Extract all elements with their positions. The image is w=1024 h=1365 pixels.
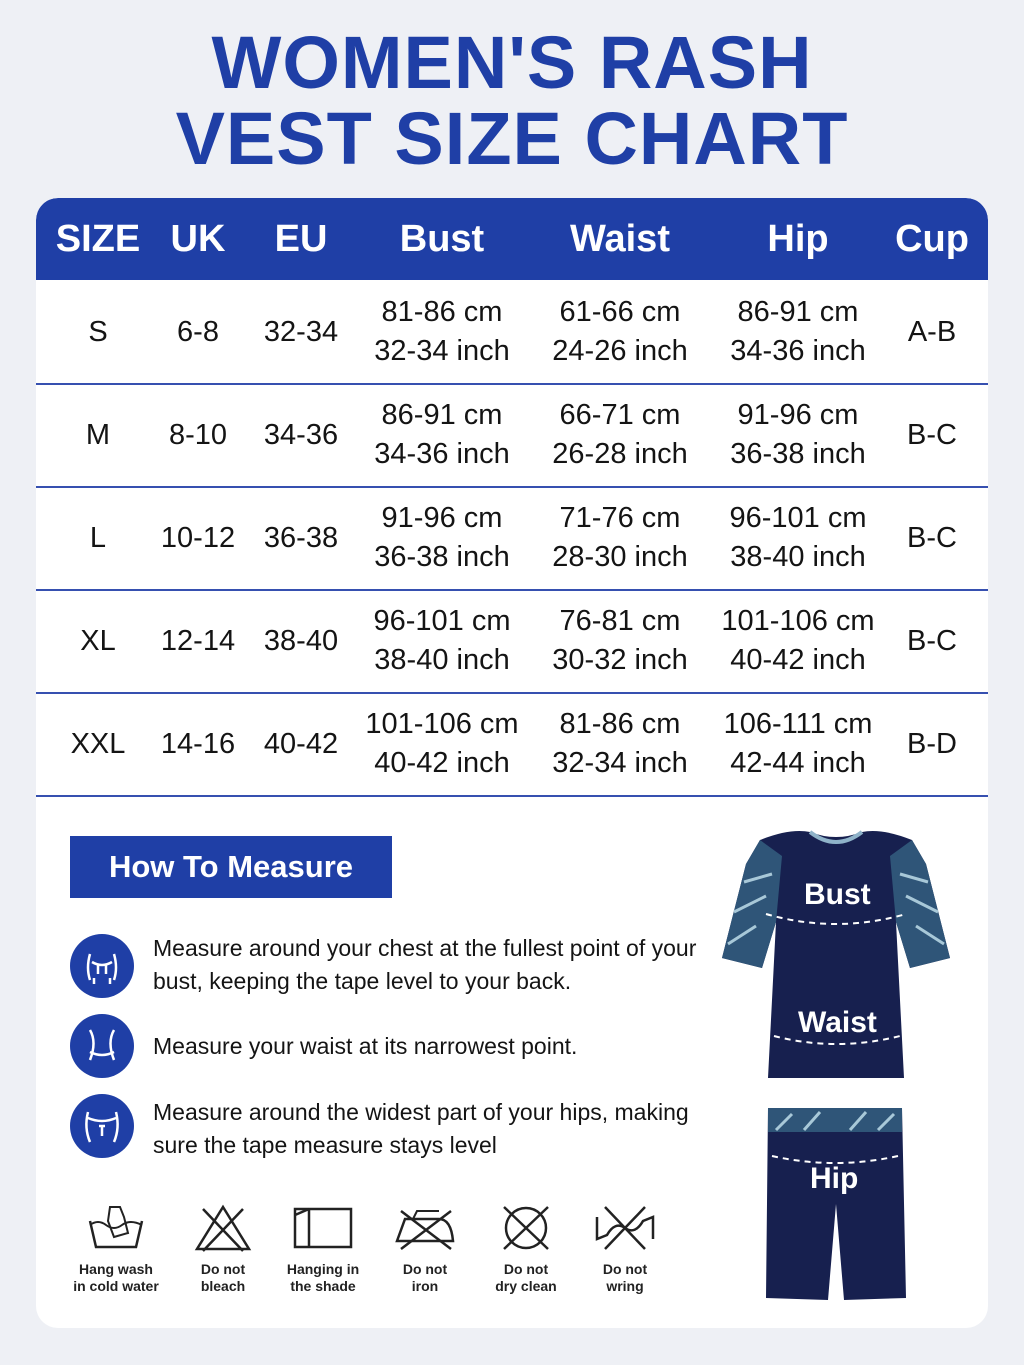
cell-bust — [356, 590, 528, 692]
care-item-no-bleach — [173, 1203, 273, 1295]
cell-cup: A-B — [907, 315, 957, 348]
hip-inch: 40-42 inch — [730, 644, 866, 676]
waist-inch: 24-26 inch — [552, 335, 688, 367]
waist-cm: 61-66 cm — [559, 296, 681, 328]
waist-inch: 28-30 inch — [552, 541, 688, 573]
cell-uk: 10-12 — [160, 521, 236, 554]
cell-waist — [528, 693, 712, 795]
tip-hip: Measure around the widest part of your hips, making sure the tape measure stays level — [153, 1099, 689, 1158]
hip-measure-icon — [70, 1094, 134, 1158]
cell-waist — [528, 384, 712, 486]
cell-bust — [356, 487, 528, 589]
cell-cup: B-C — [907, 418, 957, 451]
bust-cm: 81-86 cm — [381, 296, 503, 328]
cell-uk: 12-14 — [160, 624, 236, 657]
no-bleach-icon — [191, 1203, 255, 1253]
care-label: Do not iron — [402, 1261, 448, 1294]
header-size: SIZE — [55, 218, 141, 260]
waist-inch: 32-34 inch — [552, 747, 688, 779]
waist-label: Waist — [798, 1006, 877, 1039]
bust-inch: 40-42 inch — [374, 747, 510, 779]
cell-eu: 32-34 — [263, 315, 339, 348]
hip-cm: 86-91 cm — [737, 296, 859, 328]
cell-bust — [356, 281, 528, 383]
care-item-hand-wash — [66, 1203, 166, 1295]
table-row — [36, 693, 988, 797]
how-to-measure-heading: How To Measure — [70, 836, 392, 898]
care-label: Do not dry clean — [495, 1261, 557, 1294]
cell-hip — [712, 487, 884, 589]
cell-hip — [712, 281, 884, 383]
care-item-dry-in-shade — [273, 1203, 373, 1295]
hand-wash-icon — [84, 1203, 148, 1253]
cell-size: L — [89, 521, 107, 554]
header-eu: EU — [274, 218, 328, 260]
care-item-no-wring — [575, 1203, 675, 1295]
hip-inch: 36-38 inch — [730, 438, 866, 470]
waist-inch: 30-32 inch — [552, 644, 688, 676]
header-cup: Cup — [895, 218, 969, 260]
rash-vest-illustration — [720, 826, 952, 1081]
table-header — [36, 198, 988, 280]
waist-inch: 26-28 inch — [552, 438, 688, 470]
tip-bust: Measure around your chest at the fullest point of your bust, keeping the tape level to your back. — [153, 935, 697, 994]
waist-cm: 76-81 cm — [559, 605, 681, 637]
cell-size: XXL — [70, 727, 126, 760]
cell-uk: 8-10 — [168, 418, 228, 451]
table-row — [36, 487, 988, 591]
swim-shorts-illustration — [762, 1106, 908, 1304]
hip-cm: 91-96 cm — [737, 399, 859, 431]
bust-inch: 38-40 inch — [374, 644, 510, 676]
care-item-no-dry-clean — [476, 1203, 576, 1295]
header-waist: Waist — [570, 218, 670, 260]
hip-inch: 38-40 inch — [730, 541, 866, 573]
no-dry-clean-icon — [494, 1203, 558, 1253]
header-hip: Hip — [767, 218, 829, 260]
cell-waist — [528, 281, 712, 383]
care-item-no-iron — [375, 1203, 475, 1295]
tip-waist: Measure your waist at its narrowest point. — [153, 1033, 578, 1059]
no-iron-icon — [393, 1203, 457, 1253]
waist-measure-icon — [70, 1014, 134, 1078]
hip-cm: 96-101 cm — [729, 502, 867, 534]
bust-cm: 86-91 cm — [381, 399, 503, 431]
hip-inch: 34-36 inch — [730, 335, 866, 367]
cell-cup: B-C — [907, 521, 957, 554]
waist-cm: 71-76 cm — [559, 502, 681, 534]
cell-hip — [712, 384, 884, 486]
table-row — [36, 384, 988, 488]
bust-cm: 96-101 cm — [373, 605, 511, 637]
cell-cup: B-C — [907, 624, 957, 657]
cell-uk: 6-8 — [177, 315, 219, 348]
care-label: Hang wash in cold water — [73, 1261, 159, 1294]
page-title-line-2: VEST SIZE CHART — [175, 97, 849, 180]
cell-bust — [356, 384, 528, 486]
waist-cm: 66-71 cm — [559, 399, 681, 431]
waist-cm: 81-86 cm — [559, 708, 681, 740]
cell-uk: 14-16 — [160, 727, 236, 760]
cell-eu: 36-38 — [263, 521, 339, 554]
hip-cm: 101-106 cm — [721, 605, 875, 637]
care-label: Do not wring — [602, 1261, 648, 1294]
hip-label: Hip — [810, 1162, 859, 1195]
dry-in-shade-icon — [291, 1203, 355, 1253]
bust-inch: 32-34 inch — [374, 335, 510, 367]
bust-cm: 91-96 cm — [381, 502, 503, 534]
header-bust: Bust — [399, 218, 485, 260]
hip-cm: 106-111 cm — [723, 708, 873, 740]
cell-hip — [712, 693, 884, 795]
care-label: Hanging in the shade — [286, 1261, 360, 1294]
bust-cm: 101-106 cm — [365, 708, 519, 740]
cell-size: XL — [80, 624, 116, 657]
size-chart-card — [36, 198, 988, 1328]
hip-inch: 42-44 inch — [730, 747, 866, 779]
cell-size: M — [85, 418, 111, 451]
no-wring-icon — [593, 1203, 657, 1253]
care-label: Do not bleach — [200, 1261, 246, 1294]
table-row — [36, 281, 988, 385]
bust-inch: 36-38 inch — [374, 541, 510, 573]
cell-size: S — [88, 315, 108, 348]
cell-eu: 40-42 — [263, 727, 339, 760]
cell-eu: 34-36 — [263, 418, 339, 451]
cell-waist — [528, 590, 712, 692]
cell-hip — [712, 590, 884, 692]
cell-waist — [528, 487, 712, 589]
bust-label: Bust — [804, 878, 871, 911]
page-title-line-1: WOMEN'S RASH — [211, 21, 813, 104]
bust-inch: 34-36 inch — [374, 438, 510, 470]
cell-eu: 38-40 — [263, 624, 339, 657]
bust-measure-icon — [70, 934, 134, 998]
header-uk: UK — [170, 218, 226, 260]
table-row — [36, 590, 988, 694]
cell-cup: B-D — [907, 727, 957, 760]
cell-bust — [356, 693, 528, 795]
